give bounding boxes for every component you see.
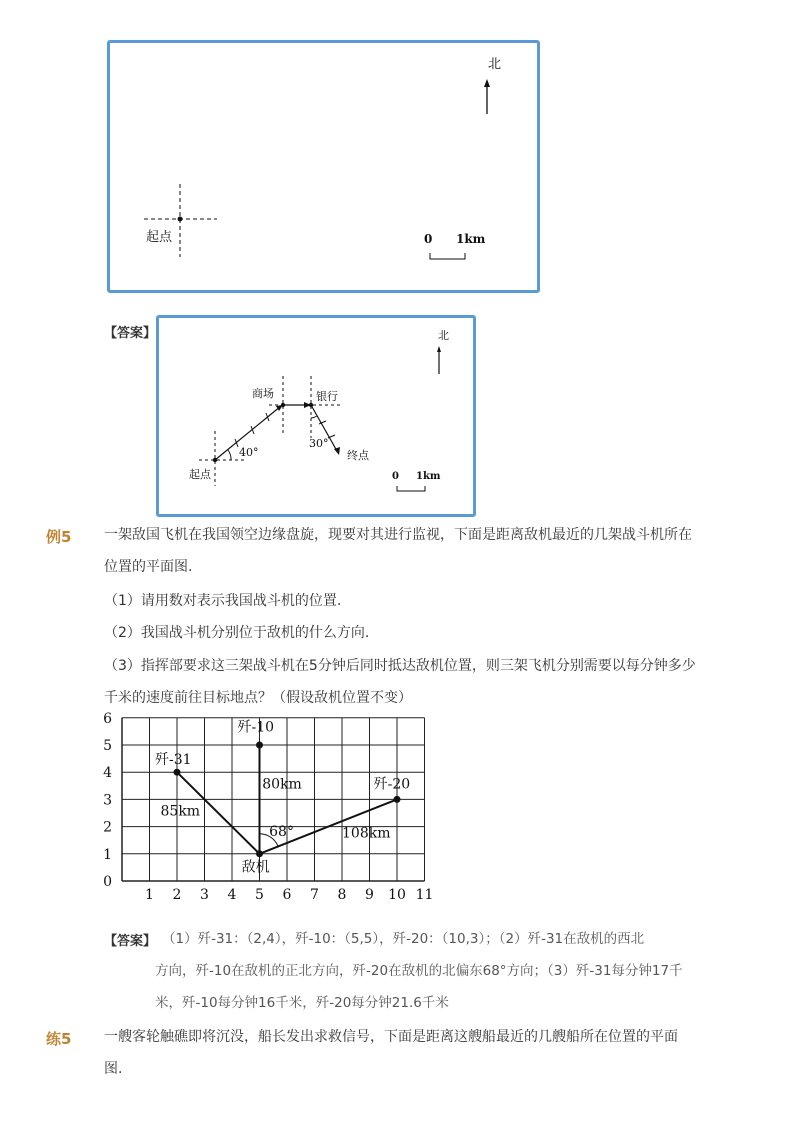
x-tick-label: 4 — [227, 887, 237, 903]
grid-lines — [122, 718, 425, 881]
answer-tag-1: 【答案】 — [104, 326, 157, 341]
point-enemy — [256, 850, 263, 857]
answer5-line-2: 方向，歼-10在敌机的正北方向，歼-20在敌机的北偏东68°方向；（3）歼-31每分钟17千 — [155, 963, 683, 979]
y-tick-label: 3 — [103, 792, 112, 809]
mall-label: 商场 — [252, 387, 274, 400]
figure1-svg — [110, 43, 537, 290]
bank-label: 银行 — [316, 390, 338, 403]
question-3-line-1: （3）指挥部要求这三架战斗机在5分钟后同时抵达敌机位置，则三架飞机分别需要以每分钟多少 — [104, 658, 696, 674]
scale-bar — [430, 253, 465, 259]
angle-arc-1 — [228, 450, 231, 460]
y-tick-label: 6 — [103, 710, 112, 727]
north-arrowhead-icon — [484, 79, 490, 87]
question-2: （2）我国战斗机分别位于敌机的什么方向. — [104, 625, 370, 641]
practice-line-1: 一艘客轮触礁即将沉没，船长发出求救信号，下面是距离这艘船最近的几艘船所在位置的平面 — [104, 1029, 678, 1045]
bank-point — [309, 403, 313, 407]
figure2-svg — [159, 318, 473, 514]
label-j10: 歼-10 — [237, 719, 275, 736]
tick-mark — [266, 413, 269, 421]
x-tick-label: 11 — [415, 887, 434, 903]
y-axis-ticks — [103, 711, 112, 890]
x-tick-label: 6 — [282, 887, 292, 903]
x-tick-label: 2 — [172, 887, 182, 903]
scale-unit: 1km — [456, 232, 486, 246]
scale-zero-2: 0 — [392, 471, 399, 482]
x-tick-label: 5 — [255, 887, 264, 903]
distance-j31: 85km — [160, 803, 201, 820]
answer5-line-1: （1）歼-31：（2,4），歼-10：（5,5），歼-20：（10,3）；（2）歼-31在敌机的西北 — [162, 931, 645, 947]
x-tick-label: 3 — [200, 887, 209, 903]
x-tick-label: 1 — [145, 887, 154, 903]
x-tick-label: 7 — [310, 887, 319, 903]
label-j31: 歼-31 — [155, 752, 192, 769]
label-enemy: 敌机 — [241, 859, 270, 876]
x-tick-label: 9 — [365, 887, 374, 903]
label-j20: 歼-20 — [373, 776, 411, 793]
question-1: （1）请用数对表示我国战斗机的位置. — [104, 593, 342, 609]
y-tick-label: 0 — [103, 874, 112, 890]
start-label-2: 起点 — [189, 468, 211, 481]
question-3-line-2: 千米的速度前往目标地点？（假设敌机位置不变） — [104, 690, 412, 706]
practice-line-2: 图. — [104, 1061, 123, 1077]
start-point-2 — [213, 458, 217, 462]
x-axis-ticks — [145, 887, 433, 903]
mall-point — [281, 403, 285, 407]
start-point — [178, 217, 183, 222]
angle-label-68: 68° — [269, 824, 294, 841]
y-tick-label: 2 — [103, 819, 112, 836]
answer-tag-2: 【答案】 — [104, 934, 157, 949]
angle-label-40: 40° — [239, 446, 259, 459]
example-label: 例5 — [46, 528, 72, 546]
y-tick-label: 1 — [103, 846, 112, 863]
angle-arc-2 — [311, 416, 317, 418]
point-j20 — [394, 796, 401, 803]
point-j10 — [256, 742, 263, 749]
figure1-frame — [107, 40, 540, 293]
answer5-line-3: 米，歼-10每分钟16千米，歼-20每分钟21.6千米 — [155, 995, 449, 1011]
distance-j20: 108km — [342, 825, 391, 842]
scale-zero: 0 — [424, 232, 433, 246]
distance-j10: 80km — [262, 776, 302, 793]
start-label: 起点 — [146, 230, 173, 245]
end-label: 终点 — [347, 449, 369, 462]
angle-label-30: 30° — [309, 437, 329, 450]
north-arrowhead-icon-2 — [437, 346, 441, 352]
example-line-2: 位置的平面图. — [104, 559, 193, 575]
north-label-2: 北 — [438, 329, 449, 342]
practice-label: 练5 — [46, 1030, 72, 1048]
x-tick-label: 10 — [388, 887, 406, 903]
x-tick-label: 8 — [337, 887, 347, 903]
figure2-frame — [156, 315, 476, 517]
y-tick-label: 4 — [103, 765, 112, 782]
example-line-1: 一架敌国飞机在我国领空边缘盘旋，现要对其进行监视，下面是距离敌机最近的几架战斗机所在 — [104, 527, 692, 543]
scale-unit-2: 1km — [416, 471, 441, 482]
fighter-position-chart — [96, 708, 436, 908]
point-j31 — [174, 769, 181, 776]
y-tick-label: 5 — [103, 738, 112, 754]
scale-bar-2 — [397, 486, 425, 491]
north-label: 北 — [488, 57, 502, 72]
